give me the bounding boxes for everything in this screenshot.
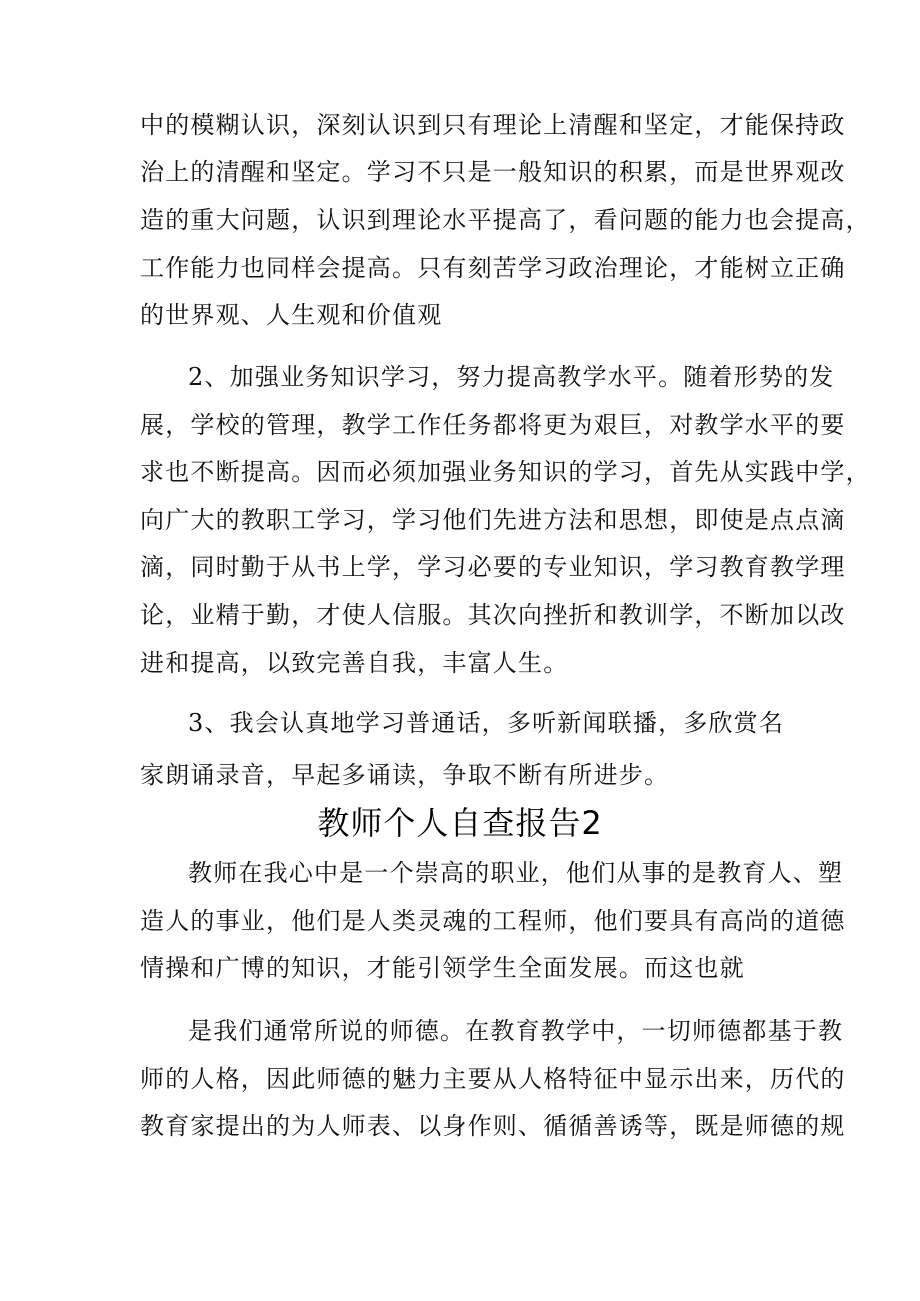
paragraph-line: 治上的清醒和坚定。学习不只是一般知识的积累，而是世界观改 bbox=[140, 158, 846, 186]
item-2-line: 2、加强业务知识学习，努力提高教学水平。随着形势的发 bbox=[188, 363, 835, 391]
item-3-line: 3、我会认真地学习普通话，多听新闻联播，多欣赏名 bbox=[188, 709, 785, 737]
paragraph-line: 工作能力也同样会提高。只有刻苦学习政治理论，才能树立正确 bbox=[140, 254, 846, 282]
paragraph-line: 教师在我心中是一个崇高的职业，他们从事的是教育人、塑 bbox=[188, 859, 844, 887]
paragraph-line: 论，业精于勤，才使人信服。其次向挫折和教训学，不断加以改 bbox=[140, 601, 846, 629]
paragraph-line: 进和提高，以致完善自我，丰富人生。 bbox=[140, 649, 569, 677]
paragraph-line: 向广大的教职工学习，学习他们先进方法和思想，即使是点点滴 bbox=[140, 506, 846, 534]
paragraph-line: 教育家提出的为人师表、以身作则、循循善诱等，既是师德的规 bbox=[140, 1112, 846, 1140]
paragraph-line: 师的人格，因此师德的魅力主要从人格特征中显示出来，历代的 bbox=[140, 1065, 846, 1093]
paragraph-line: 造人的事业，他们是人类灵魂的工程师，他们要具有高尚的道德 bbox=[140, 907, 846, 935]
paragraph-line: 滴，同时勤于从书上学，学习必要的专业知识，学习教育教学理 bbox=[140, 553, 846, 581]
section-title: 教师个人自查报告2 bbox=[317, 804, 603, 842]
paragraph-line: 展，学校的管理，教学工作任务都将更为艰巨，对教学水平的要 bbox=[140, 411, 846, 439]
paragraph-line: 中的模糊认识，深刻认识到只有理论上清醒和坚定，才能保持政 bbox=[140, 111, 846, 139]
paragraph-line: 求也不断提高。因而必须加强业务知识的学习，首先从实践中学， bbox=[140, 458, 871, 486]
paragraph-line: 的世界观、人生观和价值观 bbox=[140, 301, 443, 329]
paragraph-line: 造的重大问题，认识到理论水平提高了，看问题的能力也会提高， bbox=[140, 206, 871, 234]
paragraph-line: 是我们通常所说的师德。在教育教学中，一切师德都基于教 bbox=[188, 1017, 844, 1045]
paragraph-line: 情操和广博的知识，才能引领学生全面发展。而这也就 bbox=[140, 954, 745, 982]
paragraph-line: 家朗诵录音，早起多诵读，争取不断有所进步。 bbox=[140, 761, 670, 789]
